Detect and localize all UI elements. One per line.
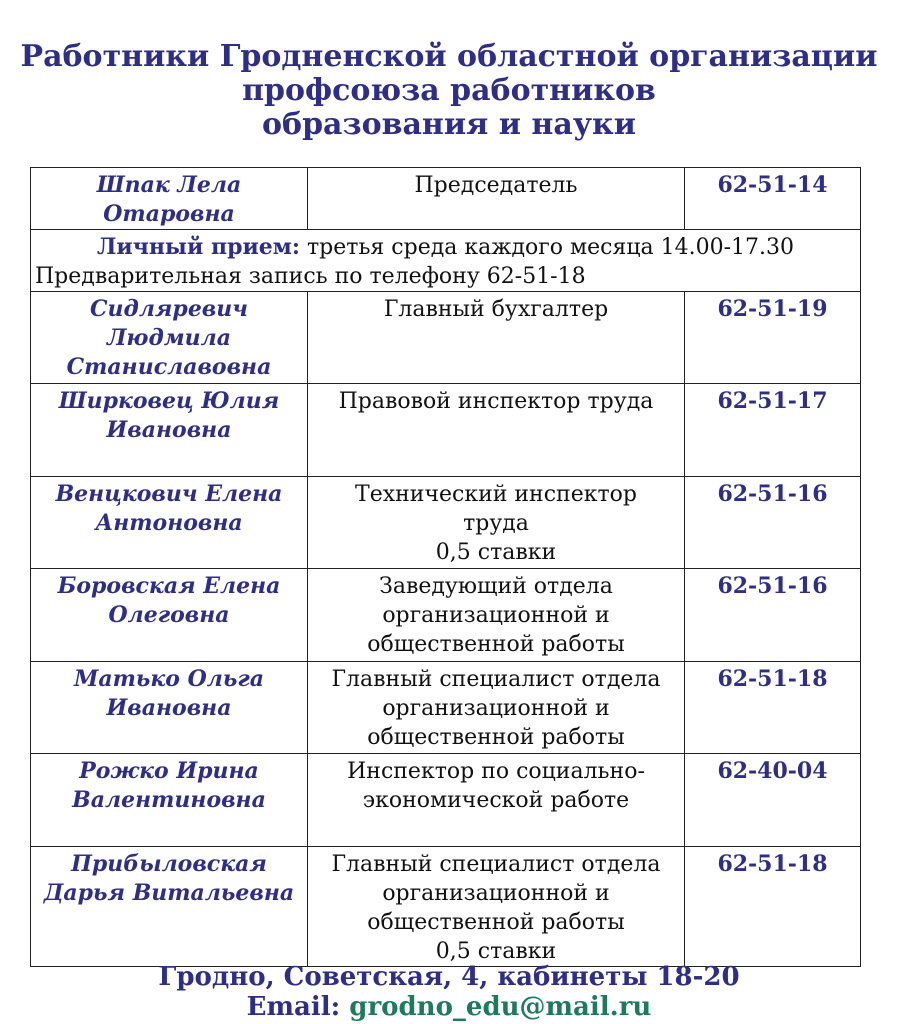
staff-name: Венцкович Елена Антоновна bbox=[31, 477, 308, 569]
staff-role bbox=[308, 662, 685, 754]
staff-role bbox=[308, 292, 685, 384]
role-line: Технический инспектор bbox=[355, 482, 637, 507]
role-line: общественной работы bbox=[367, 725, 625, 750]
role-line: общественной работы bbox=[367, 910, 625, 935]
role-line: организационной и bbox=[382, 881, 610, 906]
footer-email-line bbox=[0, 992, 898, 1022]
staff-name: Сидляревич Людмила Станиславовна bbox=[31, 292, 308, 384]
table-row bbox=[31, 168, 861, 230]
staff-phone: 62-51-19 bbox=[685, 292, 861, 384]
staff-phone: 62-51-14 bbox=[685, 168, 861, 230]
staff-name: Матько Ольга Ивановна bbox=[31, 662, 308, 754]
staff-phone: 62-51-17 bbox=[685, 384, 861, 477]
role-line: Председатель bbox=[414, 173, 578, 198]
staff-role bbox=[308, 168, 685, 230]
staff-phone: 62-51-18 bbox=[685, 847, 861, 967]
table-row bbox=[31, 384, 861, 477]
role-line: общественной работы bbox=[367, 632, 625, 657]
reception-row bbox=[31, 230, 861, 292]
reception-label: Личный прием: bbox=[96, 234, 300, 260]
role-line: труда bbox=[463, 511, 529, 536]
footer-address: Гродно, Советская, 4, кабинеты 18-20 bbox=[158, 962, 740, 992]
role-line: Правовой инспектор труда bbox=[338, 389, 654, 414]
role-line: 0,5 ставки bbox=[435, 540, 557, 565]
table-row bbox=[31, 847, 861, 967]
staff-name: Боровская Елена Олеговна bbox=[31, 569, 308, 662]
footer-contacts bbox=[0, 962, 898, 1022]
reception-schedule: третья среда каждого месяца 14.00-17.30 bbox=[307, 235, 795, 260]
title-line-3: образования и науки bbox=[262, 107, 636, 142]
role-line: организационной и bbox=[382, 696, 610, 721]
staff-name: Ширковец Юлия Ивановна bbox=[31, 384, 308, 477]
table-row bbox=[31, 477, 861, 569]
role-line: 0,5 ставки bbox=[435, 939, 557, 964]
role-line: Главный специалист отдела bbox=[331, 852, 661, 877]
staff-phone: 62-51-16 bbox=[685, 569, 861, 662]
reception-schedule-line bbox=[35, 233, 856, 262]
staff-name: Прибыловская Дарья Витальевна bbox=[31, 847, 308, 967]
page-title bbox=[0, 40, 898, 142]
role-line: Инспектор по социально- bbox=[347, 759, 645, 784]
role-line: организационной и bbox=[382, 603, 610, 628]
table-row bbox=[31, 569, 861, 662]
staff-phone: 62-51-16 bbox=[685, 477, 861, 569]
table-row bbox=[31, 292, 861, 384]
email-link[interactable]: grodno_edu@mail.ru bbox=[349, 992, 652, 1022]
reception-info bbox=[31, 230, 861, 292]
staff-phone: 62-40-04 bbox=[685, 754, 861, 847]
email-label: Email: bbox=[246, 992, 341, 1022]
reception-booking: Предварительная запись по телефону 62-51-18 bbox=[35, 264, 586, 289]
staff-role bbox=[308, 569, 685, 662]
role-line: экономической работе bbox=[362, 788, 630, 813]
role-line: Главный специалист отдела bbox=[331, 667, 661, 692]
title-line-1: Работники Гродненской областной организации bbox=[20, 39, 878, 74]
title-line-2: профсоюза работников bbox=[242, 73, 656, 108]
staff-role bbox=[308, 754, 685, 847]
staff-table bbox=[30, 167, 861, 967]
table-row bbox=[31, 662, 861, 754]
role-line: Главный бухгалтер bbox=[383, 297, 609, 322]
staff-phone: 62-51-18 bbox=[685, 662, 861, 754]
staff-role bbox=[308, 847, 685, 967]
staff-role bbox=[308, 384, 685, 477]
staff-name: Рожко Ирина Валентиновна bbox=[31, 754, 308, 847]
table-row bbox=[31, 754, 861, 847]
role-line: Заведующий отдела bbox=[379, 574, 613, 599]
staff-role bbox=[308, 477, 685, 569]
staff-name: Шпак Лела Отаровна bbox=[31, 168, 308, 230]
